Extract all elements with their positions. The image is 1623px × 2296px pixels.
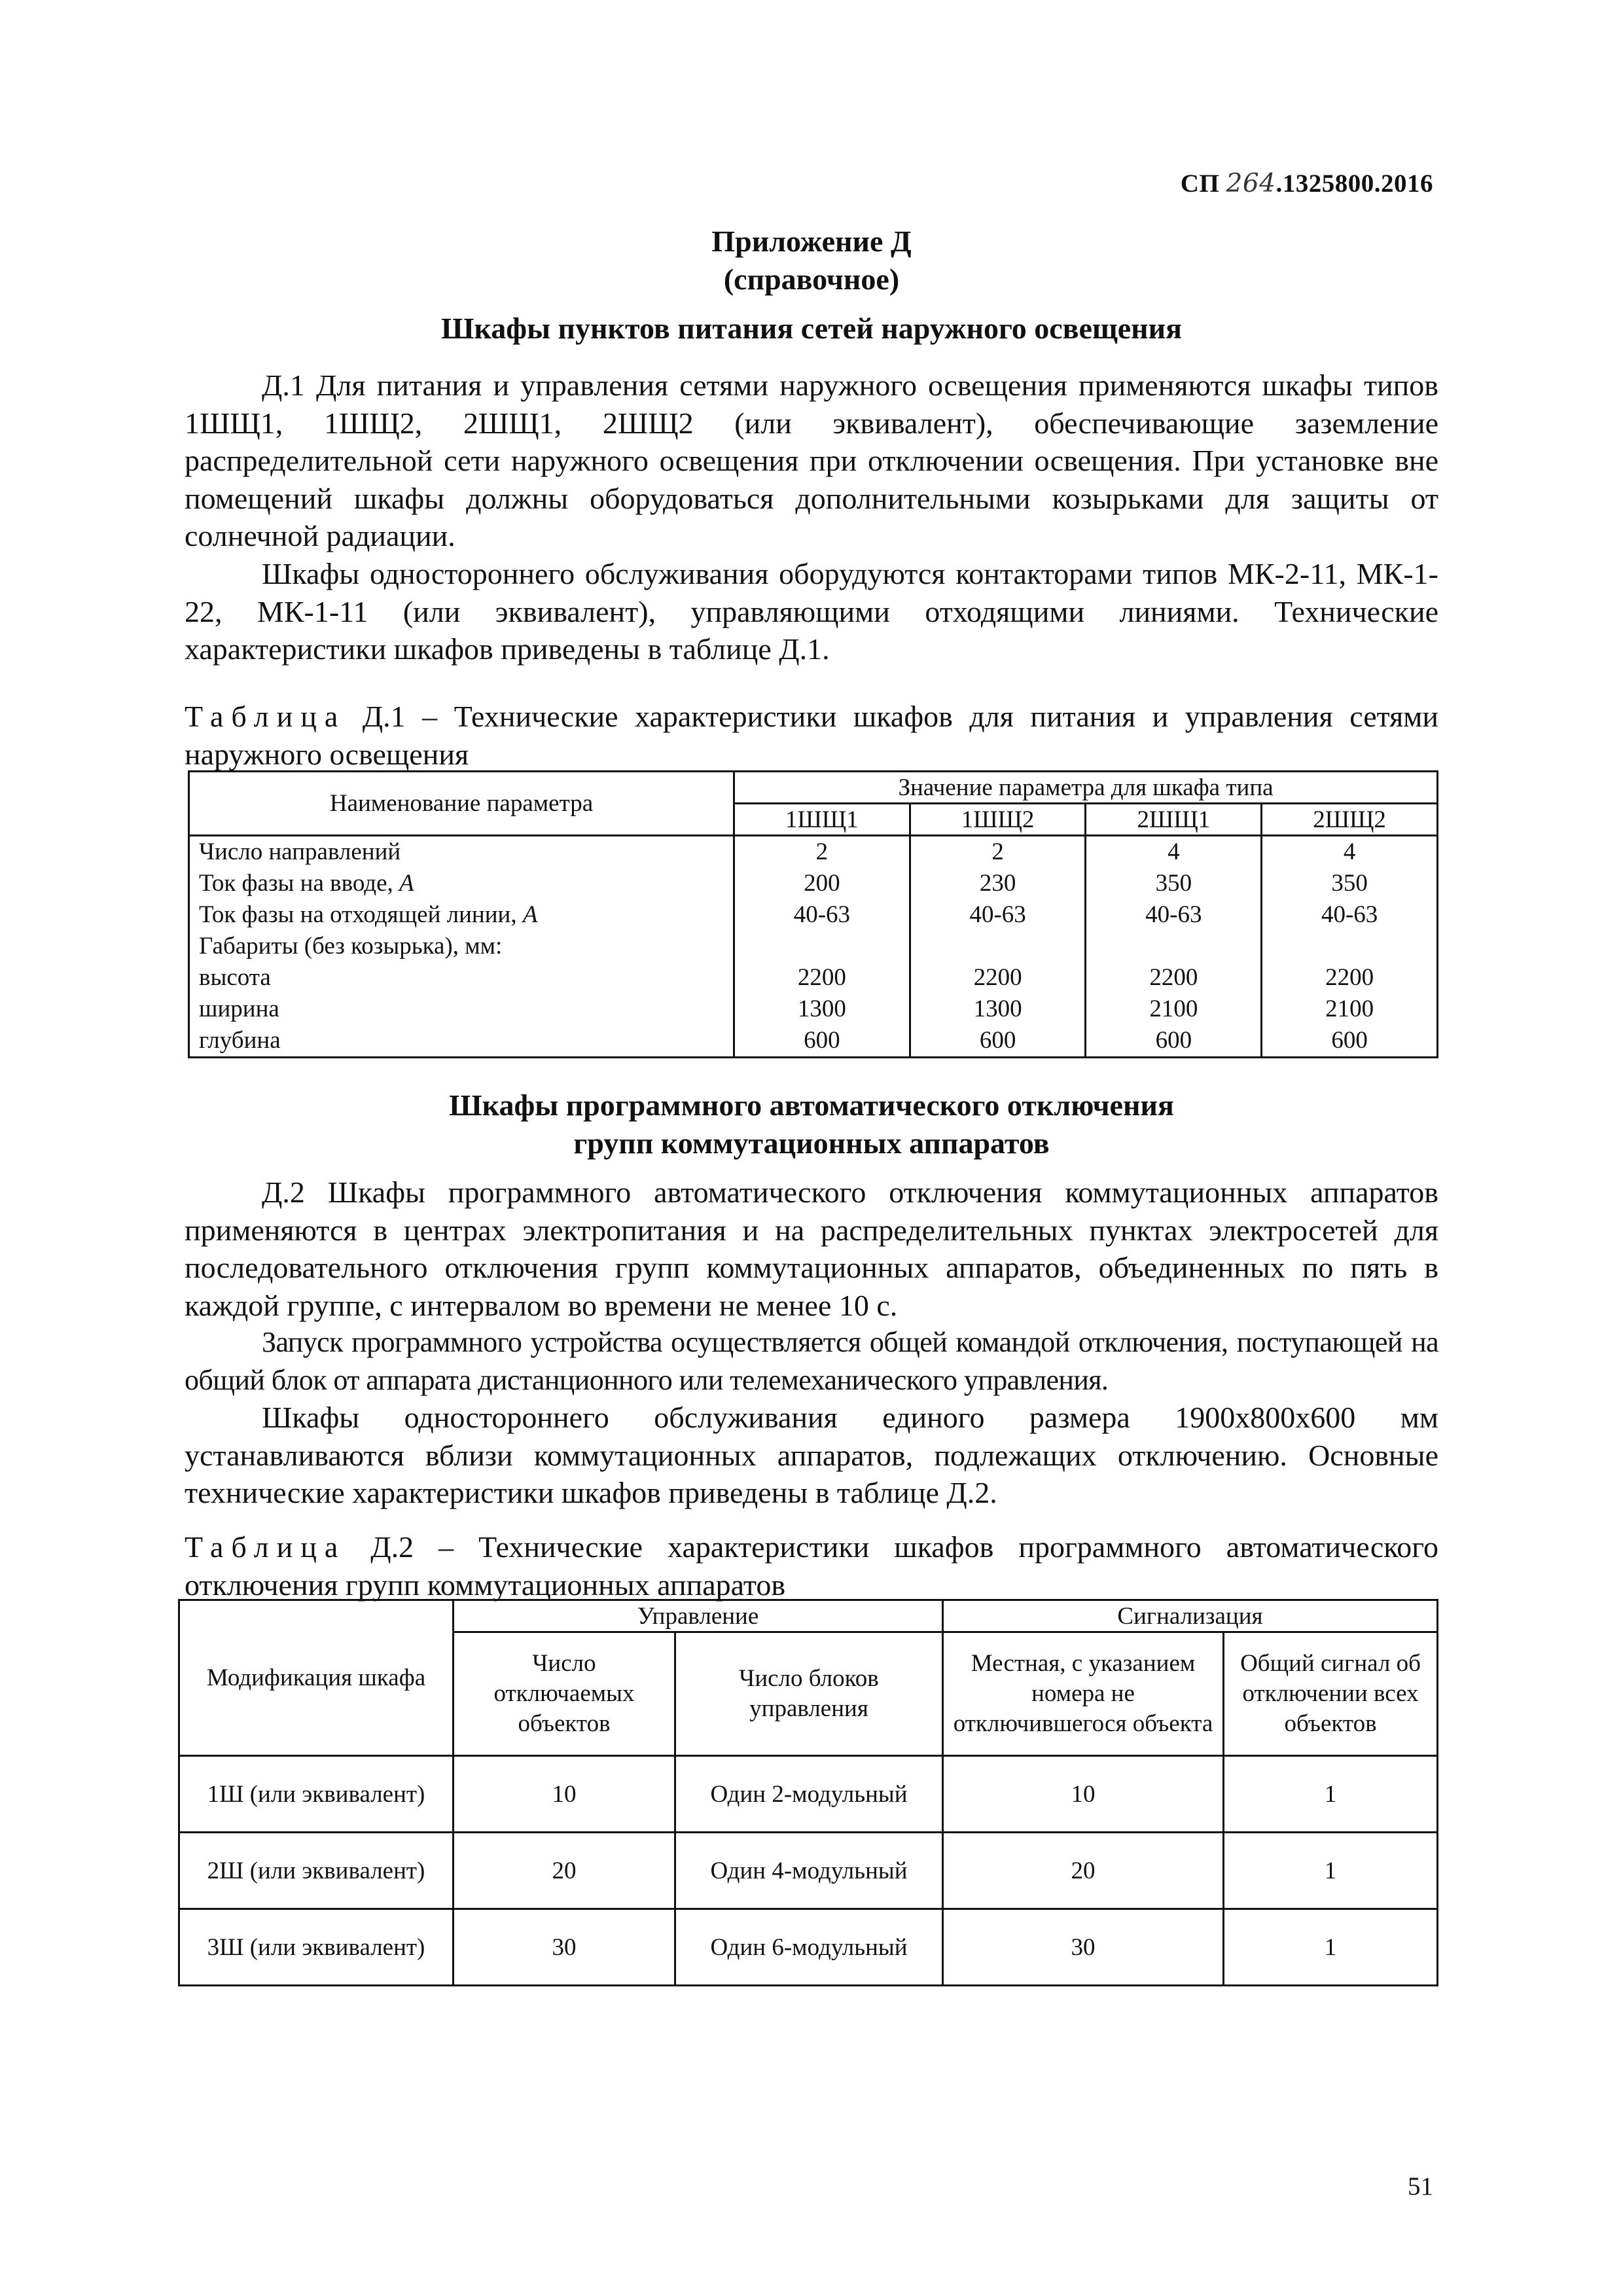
appendix-type: (справочное) [723, 262, 900, 296]
cell: 2200 [734, 962, 910, 994]
cell [734, 931, 910, 962]
cell: 600 [1086, 1025, 1262, 1058]
cell: 40-63 [1262, 899, 1438, 931]
cell: 1 [1224, 1756, 1438, 1833]
cell [1262, 931, 1438, 962]
cell: 40-63 [1086, 899, 1262, 931]
table-d1-header-name: Наименование параметра [189, 772, 734, 836]
cell: 4 [1086, 836, 1262, 869]
table-d1-caption: Таблица Д.1 – Технические характеристики шкафов для питания и управления сетями наружного освещения [185, 700, 1439, 771]
paragraph-d2: Д.2 Шкафы программного автоматического отключения коммутационных аппаратов применяются в центрах электропитания и на распределительных пунктах электросетей для последовательного отключения групп коммутационных аппаратов, объединенных по пять в каждой группе, с интервалом во времени не менее 10 с. [185, 1175, 1438, 1322]
table-d1 [188, 770, 1438, 1058]
cell: 1300 [734, 994, 910, 1025]
row-label: Ток фазы на вводе, А [189, 868, 734, 899]
cell: 1 [1224, 1909, 1438, 1986]
table-d2-caption: Таблица Д.2 – Технические характеристики шкафов программного автоматического отключения групп коммутационных аппаратов [185, 1530, 1438, 1602]
paragraph-launch: Запуск программного устройства осуществляется общей командой отключения, поступающей на общий блок от аппарата дистанционного или телемеханического управления. [185, 1326, 1438, 1396]
table-d2-header-control: Управление [454, 1600, 943, 1632]
page-number: 51 [1408, 2172, 1433, 2200]
row-label: глубина [189, 1025, 734, 1058]
cell: 2 [734, 836, 910, 869]
cell: 30 [454, 1909, 675, 1986]
table-row [189, 994, 1438, 1025]
table-row [189, 962, 1438, 994]
cell [910, 931, 1086, 962]
table-d2-header-mod: Модификация шкафа [179, 1600, 454, 1756]
table-d1-col-header: 2ШЩ1 [1086, 804, 1262, 836]
table-row [189, 1025, 1438, 1058]
table-d1-col-header: 1ШЩ1 [734, 804, 910, 836]
table-row [189, 836, 1438, 869]
table-d2-subheader: Местная, с указанием номера не отключившегося объекта [943, 1632, 1224, 1756]
cell: 10 [454, 1756, 675, 1833]
table-d2-subheader: Число отключаемых объектов [454, 1632, 675, 1756]
cell: 200 [734, 868, 910, 899]
table-row [179, 1909, 1438, 1986]
cell: 4 [1262, 836, 1438, 869]
handwritten-number: 264 [1226, 169, 1276, 198]
section-heading-power-cabinets: Шкафы пунктов питания сетей наружного освещения [440, 312, 1183, 345]
paragraph-contactors: Шкафы одностороннего обслуживания оборудуются контакторами типов МК-2-11, МК-1-22, МК-1-11 (или эквивалент), управляющими отходящими линиями. Технические характеристики шкафов приведены в таблице Д.1. [185, 557, 1438, 666]
cell: 1Ш (или эквивалент) [179, 1756, 454, 1833]
cell: Один 2-модульный [675, 1756, 943, 1833]
cell: 1 [1224, 1833, 1438, 1909]
cell: 600 [910, 1025, 1086, 1058]
cell: 20 [943, 1833, 1224, 1909]
paragraph-cabinet-size: Шкафы одностороннего обслуживания единого размера 1900х800х600 мм устанавливаются вблизи коммутационных аппаратов, подлежащих отключению. Основные технические характеристики шкафов приведены в таблице Д.2. [185, 1401, 1438, 1509]
cell: 230 [910, 868, 1086, 899]
table-d2-subheader: Общий сигнал об отключении всех объектов [1224, 1632, 1438, 1756]
table-d2-subheader: Число блоков управления [675, 1632, 943, 1756]
cell: Один 6-модульный [675, 1909, 943, 1986]
appendix-label: Приложение Д [711, 224, 912, 258]
table-d1-header-group: Значение параметра для шкафа типа [734, 772, 1438, 804]
cell: 20 [454, 1833, 675, 1909]
cell: 1300 [910, 994, 1086, 1025]
cell [1086, 931, 1262, 962]
cell: 350 [1086, 868, 1262, 899]
row-label: ширина [189, 994, 734, 1025]
table-d2 [178, 1599, 1438, 1986]
cell: 2 [910, 836, 1086, 869]
cell: 3Ш (или эквивалент) [179, 1909, 454, 1986]
cell: 350 [1262, 868, 1438, 899]
table-row [179, 1833, 1438, 1909]
appendix-title [183, 223, 1440, 298]
table-row [179, 1756, 1438, 1833]
table-row [189, 868, 1438, 899]
cell: Один 4-модульный [675, 1833, 943, 1909]
cell: 600 [734, 1025, 910, 1058]
table-row [189, 899, 1438, 931]
cell: 2200 [1262, 962, 1438, 994]
cell: 600 [1262, 1025, 1438, 1058]
document-code: СП 264.1325800.2016 [1180, 169, 1433, 198]
row-label: Число направлений [189, 836, 734, 869]
cell: 2100 [1086, 994, 1262, 1025]
cell: 2200 [910, 962, 1086, 994]
paragraph-d1: Д.1 Для питания и управления сетями наружного освещения применяются шкафы типов 1ШЩ1, 1ШЩ2, 2ШЩ1, 2ШЩ2 (или эквивалент), обеспечивающие заземление распределительной сети наружного освещения при отключении освещения. При установке вне помещений шкафы должны оборудоваться дополнительными козырьками для защиты от солнечной радиации. [185, 368, 1438, 552]
cell: 40-63 [734, 899, 910, 931]
section-heading-auto-shutdown: Шкафы программного автоматического отключения групп коммутационных аппаратов [449, 1088, 1174, 1160]
row-label: Габариты (без козырька), мм: [189, 931, 734, 962]
table-d2-header-signal: Сигнализация [943, 1600, 1438, 1632]
cell: 2Ш (или эквивалент) [179, 1833, 454, 1909]
cell: 10 [943, 1756, 1224, 1833]
table-d1-col-header: 1ШЩ2 [910, 804, 1086, 836]
table-d1-col-header: 2ШЩ2 [1262, 804, 1438, 836]
cell: 2100 [1262, 994, 1438, 1025]
row-label: Ток фазы на отходящей линии, А [189, 899, 734, 931]
table-row [189, 931, 1438, 962]
row-label: высота [189, 962, 734, 994]
cell: 30 [943, 1909, 1224, 1986]
cell: 40-63 [910, 899, 1086, 931]
cell: 2200 [1086, 962, 1262, 994]
